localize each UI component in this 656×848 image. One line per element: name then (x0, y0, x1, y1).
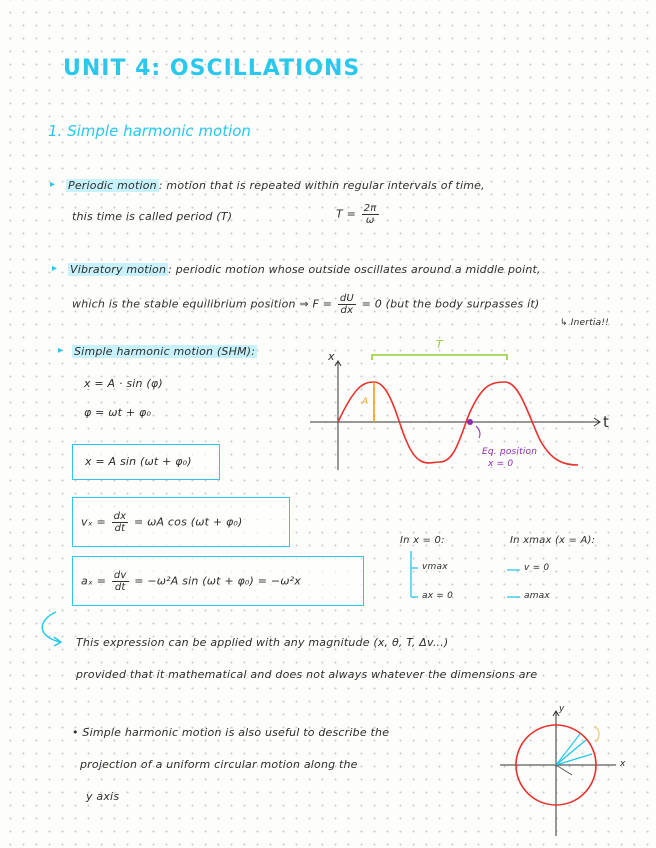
case-right-1: v = 0 (524, 563, 550, 573)
acceleration-rhs: = −ω²A sin (ωt + φ₀) = −ω²x (134, 574, 301, 588)
period-label: T (436, 338, 443, 351)
circle-x-label: x (620, 759, 626, 769)
velocity-lhs: vₓ = (81, 515, 106, 529)
inertia-note: ↳ Inertia!! (560, 318, 609, 328)
acceleration-fraction-den: dt (114, 582, 126, 593)
radius-line (556, 734, 580, 765)
shm-eq2: φ = ωt + φ₀ (84, 406, 152, 419)
force-fraction-den: dx (340, 305, 354, 316)
shm-heading-text: Simple harmonic motion (SHM): (74, 345, 256, 358)
bullet-icon: ▸ (52, 263, 58, 274)
radius-line (556, 765, 572, 775)
shm-eq3: x = A sin (ωt + φ₀) (85, 455, 192, 468)
circular-line1: • Simple harmonic motion is also useful to describe the (72, 726, 390, 739)
case-left-heading: In x = 0: (400, 535, 445, 546)
velocity-fraction-num: dx (113, 511, 127, 522)
vibratory-line2-end: = 0 (but the body surpasses it) (361, 297, 540, 311)
note-line1: This expression can be applied with any magnitude (x, θ, T, Δv...) (76, 636, 449, 649)
period-fraction-num: 2π (363, 203, 377, 214)
circular-line2: projection of a uniform circular motion along the (80, 758, 358, 771)
velocity-rhs: = ωA cos (ωt + φ₀) (133, 515, 243, 529)
vibratory-line2-text: which is the stable equilibrium position ⇒ F = (72, 297, 333, 311)
circle-y-label: y (559, 704, 565, 714)
page-title: UNIT 4: OSCILLATIONS (63, 56, 361, 81)
bullet-icon: ▸ (50, 179, 56, 190)
radius-line (556, 754, 592, 765)
bullet-icon: ▸ (58, 345, 64, 356)
periodic-term: Periodic motion (68, 179, 157, 192)
periodic-line2: this time is called period (T) (72, 210, 233, 223)
acceleration-fraction-num: dv (113, 570, 127, 581)
amplitude-label: A (362, 397, 369, 407)
acceleration-lhs: aₓ = (81, 574, 107, 588)
circular-line3: y axis (86, 790, 120, 803)
radius-line (556, 740, 586, 765)
force-fraction-num: dU (339, 293, 354, 304)
shm-eq1: x = A · sin (φ) (84, 377, 163, 390)
case-right-heading: In xmax (x = A): (510, 535, 596, 546)
period-fraction-den: ω (365, 215, 375, 226)
vibratory-line1: : periodic motion whose outside oscillates around a middle point, (168, 263, 541, 276)
case-left-2: ax = 0 (422, 591, 454, 601)
periodic-line1: : motion that is repeated within regular intervals of time, (158, 179, 485, 192)
eq-position-value: x = 0 (488, 459, 514, 469)
graph-t-label: t (603, 413, 610, 431)
velocity-fraction-den: dt (114, 523, 126, 534)
note-line2: provided that it mathematical and does not always whatever the dimensions are (76, 668, 538, 681)
case-right-2: amax (524, 591, 550, 601)
vibratory-term: Vibratory motion (70, 263, 167, 276)
graph-x-label: x (328, 350, 335, 363)
period-formula-lhs: T = (336, 207, 357, 221)
rotation-arrow-icon (594, 726, 599, 742)
section-heading: 1. Simple harmonic motion (48, 122, 251, 140)
eq-position-label: Eq. position (482, 447, 538, 457)
case-left-1: vmax (422, 562, 448, 572)
